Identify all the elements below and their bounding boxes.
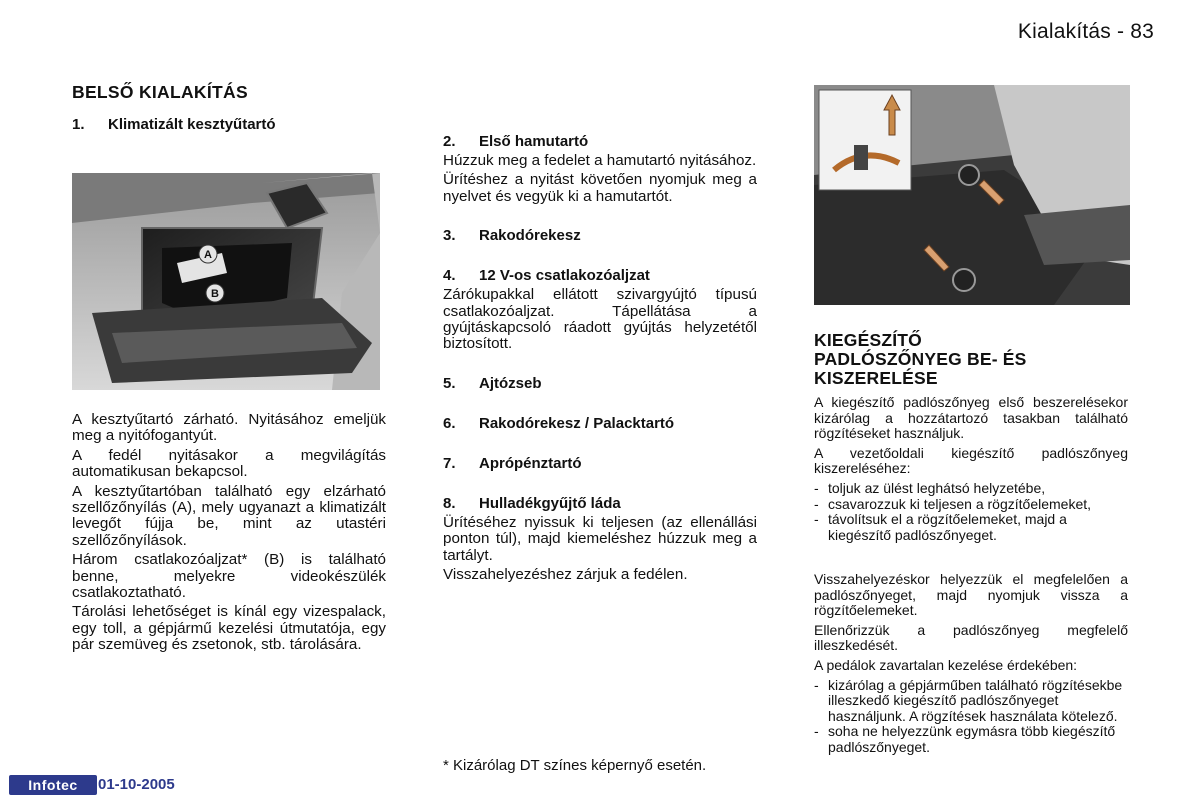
item-title: Rakodórekesz <box>479 227 581 245</box>
mat-section-title <box>814 331 1128 388</box>
item-5-heading <box>443 375 757 392</box>
col3-text-bottom <box>814 572 1128 756</box>
item-title: Aprópénztartó <box>479 454 582 472</box>
paragraph: A fedél nyitásakor a megvilágítás automatikusan bekapcsol. <box>72 446 386 481</box>
item-6-heading <box>443 415 757 432</box>
item-2-heading <box>443 133 757 150</box>
title-line: KISZERELÉSE <box>814 368 938 388</box>
bullet-item: - kizárólag a gépjárműben található rögzítésekbe illeszkedő kiegészítő padlószőnyeget használjunk. A rögzítések használata kötelező. <box>814 676 1123 724</box>
footnote: * Kizárólag DT színes képernyő esetén. <box>443 757 707 774</box>
col1-text <box>72 412 386 654</box>
col2-text <box>443 133 757 583</box>
bullet-item: - toljuk az ülést leghátsó helyzetébe, <box>814 479 1046 496</box>
paragraph: Ürítéséhez nyissuk ki teljesen (az ellenállási ponton túl), majd kiemeléshez húzzuk meg a tartályt. <box>443 513 757 564</box>
item-8-heading <box>443 495 757 512</box>
title-line: KIEGÉSZÍTŐ <box>814 330 922 350</box>
item-number: 6. <box>443 414 456 432</box>
item-7-heading <box>443 455 757 472</box>
bullet-item: - távolítsuk el a rögzítőelemeket, majd a kiegészítő padlószőnyeget. <box>814 511 1067 543</box>
paragraph: A kiegészítő padlószőnyeg első beszerelésekor kizárólag a hozzátartozó tasakban található rögzítéseket használjuk. <box>814 394 1128 442</box>
item-title: Klimatizált kesztyűtartó <box>108 116 276 133</box>
col3-text-top <box>814 395 1128 543</box>
item-title: Első hamutartó <box>479 133 589 150</box>
paragraph: Visszahelyezéshez zárjuk a fedélen. <box>443 566 688 584</box>
item-number: 3. <box>443 227 456 245</box>
title-line: PADLÓSZŐNYEG BE- ÉS <box>814 349 1027 369</box>
paragraph: Ellenőrizzük a padlószőnyeg megfelelő illeszkedését. <box>814 621 1128 654</box>
paragraph: A pedálok zavartalan kezelése érdekében: <box>814 656 1078 673</box>
floor-mat-illustration <box>814 85 1130 305</box>
section-title: BELSŐ KIALAKÍTÁS <box>72 82 248 102</box>
paragraph: Három csatlakozóaljzat* (B) is található benne, melyekre videokészülék csatlakoztatható. <box>72 551 386 602</box>
glovebox-photo <box>72 173 380 390</box>
item-number: 2. <box>443 133 456 150</box>
label-a: A <box>204 249 212 261</box>
paragraph: A kesztyűtartóban található egy elzárható szellőzőnyílás (A), mely ugyanazt a klimatizált levegőt fújja be, mint az utastéri szellőzőnyílások. <box>72 482 386 549</box>
floor-mat-photo <box>814 85 1130 305</box>
page-header: Kialakítás - 83 <box>1017 20 1154 43</box>
label-b: B <box>211 288 219 300</box>
item-4-heading <box>443 267 757 284</box>
paragraph: Tárolási lehetőséget is kínál egy vizespalack, egy toll, a gépjármű kezelési útmutatója, egy pár szemüveg és zsetonok, stb. tárolására. <box>72 603 386 654</box>
paragraph: Visszahelyezéskor helyezzük el megfelelően a padlószőnyeget, majd nyomjuk vissza a rögzítőelemeket. <box>814 571 1128 619</box>
paragraph: A kesztyűtartó zárható. Nyitásához emeljük meg a nyitófogantyút. <box>72 411 386 445</box>
paragraph: Húzzuk meg a fedelet a hamutartó nyitásához. <box>443 152 757 169</box>
bullet-item: - csavarozzuk ki teljesen a rögzítőelemeket, <box>814 495 1092 512</box>
item-title: Rakodórekesz / Palacktartó <box>479 414 675 432</box>
item-number: 7. <box>443 454 456 472</box>
item-title: 12 V-os csatlakozóaljzat <box>479 267 650 285</box>
item-3-heading <box>443 227 757 244</box>
infotec-logo: Infotec <box>9 775 97 795</box>
item-1-heading <box>72 116 276 133</box>
print-date: 01-10-2005 <box>98 776 175 793</box>
bullet-item: - soha ne helyezzünk egymásra több kiegészítő padlószőnyeget. <box>814 723 1116 755</box>
item-title: Ajtózseb <box>479 374 542 392</box>
glovebox-illustration <box>72 173 380 390</box>
item-title: Hulladékgyűjtő láda <box>479 494 621 512</box>
item-number: 8. <box>443 494 456 512</box>
item-number: 4. <box>443 267 456 285</box>
paragraph: Ürítéshez a nyitást követően nyomjuk meg a nyelvet és vegyük ki a hamutartót. <box>443 171 757 205</box>
paragraph: Zárókupakkal ellátott szivargyújtó típusú csatlakozóaljzat. Tápellátása a gyújtáskapcsoló ráadott gyújtás helyzetétől biztosított. <box>443 286 757 353</box>
paragraph: A vezetőoldali kiegészítő padlószőnyeg kiszereléséhez: <box>814 444 1128 477</box>
item-number: 1. <box>72 116 85 133</box>
item-number: 5. <box>443 374 456 392</box>
